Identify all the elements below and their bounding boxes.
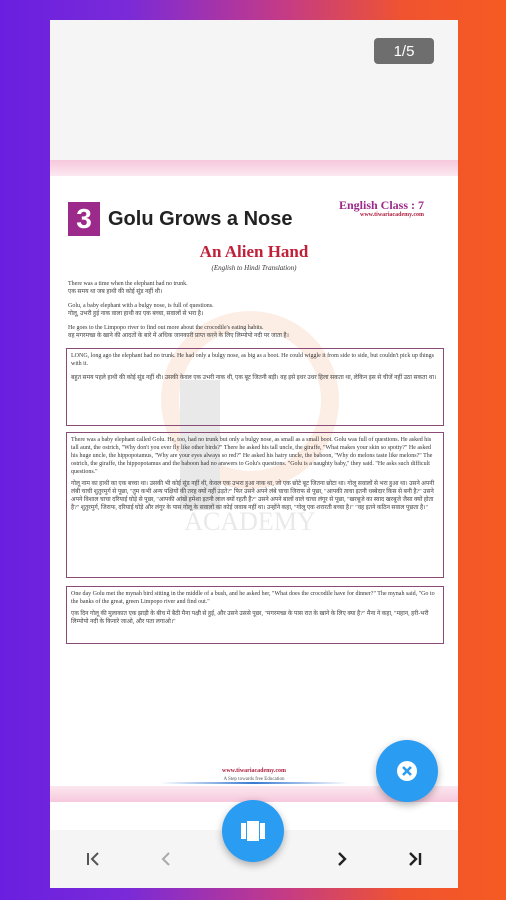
paragraph-2-hi: गोलू, उभरी हुई नाक वाला हाथी का एक बच्चा, सवालों से भरा है। xyxy=(68,311,204,317)
paragraph-3-en: He goes to the Limpopo river to find out more about the crocodile's eating habits. xyxy=(68,325,264,331)
chevron-left-icon xyxy=(157,850,175,868)
text-box-3-en: One day Golu met the mynah bird sitting in the middle of a bush, and he asked her, "What does the crocodile have for dinner?" The mynah said, "Go to the banks of the great, green Limpopo river and find out." xyxy=(71,591,435,605)
translation-note: (English to Hindi Translation) xyxy=(211,264,297,272)
first-page-icon xyxy=(85,850,103,868)
last-page-button[interactable] xyxy=(400,845,428,873)
text-box-2-hi: गोलू नाम का हाथी का एक बच्चा था। उसकी भी कोई सूंड नहीं थी, केवल एक उभरा हुआ नाक था, जो एक छोटे बूट जितना छोटा था। गोलू सवालों से भरा हुआ था। उसने अपनी लंबी चाची शुतुरमुर्ग से पूछा, "तुम कभी अन्य पक्षियों की तरह क्यों नहीं उड़ते?" फिर उसने अपने लंबे चाचा जिराफ से पूछा, "आपकी त्वचा इतनी धब्बेदार किस से बनी है?" उसने अपने विशाल चाचा दरियाई घोड़े से पूछा, "आपकी आंखें हमेशा इतनी लाल क्यों रहती हैं?" उसने अपने बालों वाले चाचा लंगूर से पूछा, "खरबूजे का स्वाद खरबूजे जैसा क्यों होता है?" शुतुरमुर्ग, जिराफ, दरियाई घोड़े और लंगूर के पास गोलू के सवालों का कोई जवाब नहीं था। उन्होंने कहा, "गोलू एक शरारती बच्चा है।" "वह इतने कठिन सवाल पूछता है।" xyxy=(71,481,435,511)
footer-divider xyxy=(160,782,348,784)
paragraph-1-hi: एक समय था जब हाथी की कोई सूंड नहीं थी। xyxy=(68,289,163,295)
viewer-top-area xyxy=(50,20,458,160)
text-box-2 xyxy=(66,432,444,578)
paragraph-3 xyxy=(68,324,440,340)
footer-tagline: A Step towards free Education xyxy=(223,777,285,782)
watermark-text: ACADEMY xyxy=(184,507,316,536)
text-box-1-hi: बहुत समय पहले हाथी की कोई सूंड नहीं थी। उसकी केवल एक उभरी नाक थी, एक बूट जितनी बड़ी। वह इसे इधर उधर हिला सकता था, लेकिन इस से चीजें नहीं उठा सकता था। xyxy=(71,375,437,381)
page-indicator: 1/5 xyxy=(374,38,434,64)
class-label: English Class : 7 xyxy=(338,198,424,212)
last-page-icon xyxy=(405,850,423,868)
previous-page-button[interactable] xyxy=(152,845,180,873)
close-circle-icon xyxy=(395,759,419,783)
chapter-title: Golu Grows a Nose xyxy=(108,208,293,230)
text-box-1 xyxy=(66,348,444,426)
text-box-3-hi: एक दिन गोलू की मुलाकात एक झाड़ी के बीच में बैठी मैना पक्षी से हुई, और उसने उससे पूछा, "मगरमच्छ के पास रात के खाने के लिए क्या है?" मैना ने कहा, "महान, हरी-भरी लिम्पोपो नदी के किनारे जाओ, और पता लगाओ।" xyxy=(71,611,429,625)
chapter-number: 3 xyxy=(68,202,100,236)
paragraph-1-en: There was a time when the elephant had no trunk. xyxy=(68,281,188,287)
subtitle: An Alien Hand xyxy=(199,242,309,261)
page-top-band xyxy=(50,160,458,176)
site-url-top: www.tiwariacademy.com xyxy=(360,212,424,218)
book-view-fab-button[interactable] xyxy=(222,800,284,862)
text-box-1-en: LONG, long ago the elephant had no trunk. He had only a bulgy nose, as big as a boot. He could wiggle it from side to side, but couldn't pick up things with it. xyxy=(71,353,435,367)
paragraph-3-hi: वह मगरमच्छ के खाने की आदतों के बारे में अधिक जानकारी प्राप्त करने के लिए लिम्पोपो नदी पर जाता है। xyxy=(68,333,289,339)
document-page[interactable] xyxy=(50,160,458,830)
text-box-2-en: There was a baby elephant called Golu. He, too, had no trunk but only a bulgy nose, as small as a small boot. Golu was full of questions. He asked his tall aunt, the ostrich, "Why don't you ever fly like other birds?" There he asked his tall uncle, the giraffe, "What makes your skin so spotty?" He asked his huge uncle, the hippopotamus, "Why are your eyes always so red?" He asked his hairy uncle, the baboon, "Why do melons taste like melons?" The ostrich, the giraffe, the hippopotamus and the baboon had no answers to Golu's questions. "Golu is a naughty baby," they said. "He asks such difficult questions." xyxy=(71,437,433,475)
paragraph-1 xyxy=(68,280,440,296)
text-box-3 xyxy=(66,586,444,644)
paragraph-2 xyxy=(68,302,440,318)
book-open-icon xyxy=(240,820,266,842)
first-page-button[interactable] xyxy=(80,845,108,873)
close-fab-button[interactable] xyxy=(376,740,438,802)
chevron-right-icon xyxy=(333,850,351,868)
next-page-button[interactable] xyxy=(328,845,356,873)
paragraph-2-en: Golu, a baby elephant with a bulgy nose, is full of questions. xyxy=(68,303,214,309)
footer-site-url: www.tiwariacademy.com xyxy=(222,768,286,774)
